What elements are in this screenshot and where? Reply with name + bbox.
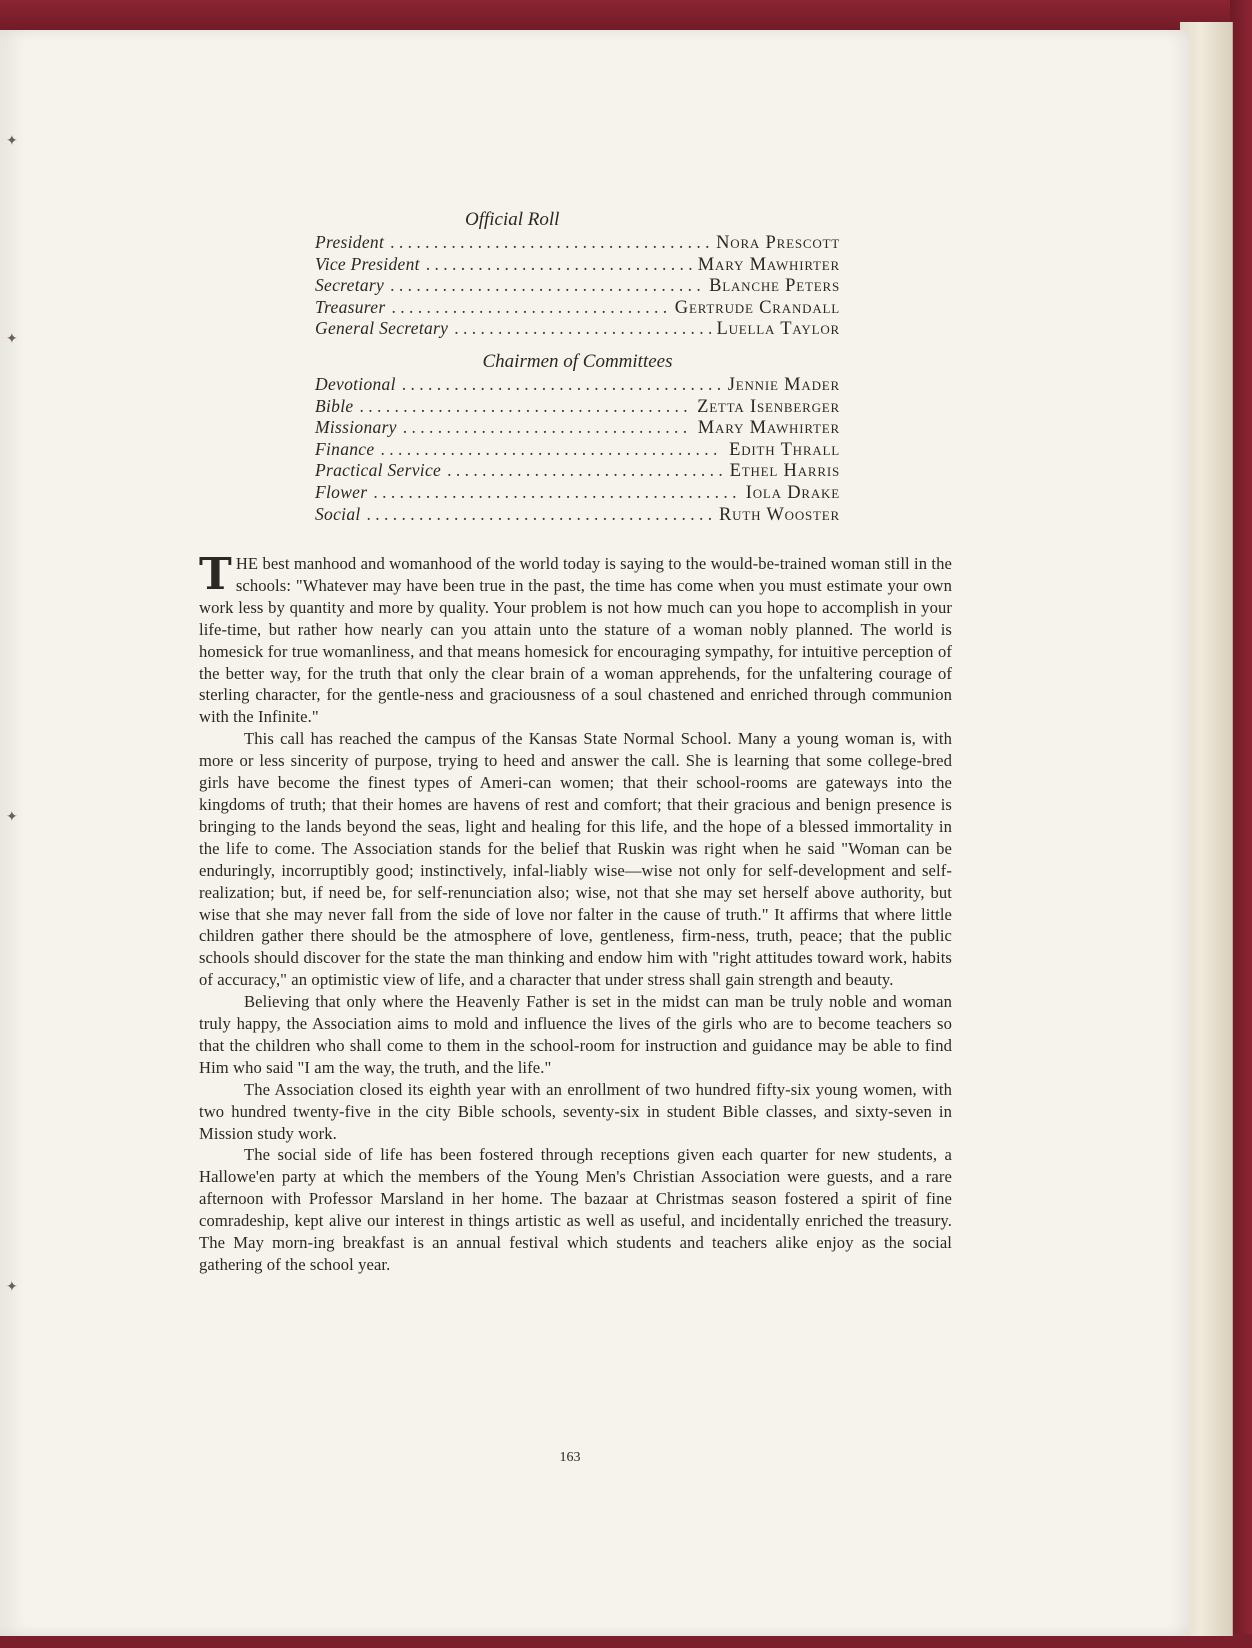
committee-role: Flower [315, 481, 368, 502]
officer-role: General Secretary [315, 318, 449, 339]
binding-tack-icon: ✦ [6, 809, 18, 825]
leader-dots [391, 297, 668, 319]
leader-dots [402, 374, 722, 396]
committee-row [315, 396, 840, 418]
paragraph: This call has reached the campus of the Kansas State Normal School. Many a young woman is, with more or less sincerity of purpose, trying to heed and answer the call. She is learning that some college-bred girls have become the finest types of Ameri-can women; that their school-rooms are gateways into the kingdoms of truth; that their homes are havens of rest and comfort; that their gracious and benign presence is bringing to the lands beyond the seas, light and healing for this life, and the hope of a blessed immortality in the life to come. The Association stands for the belief that Ruskin was right when he said "Woman can be enduringly, incorruptibly good; instinctively, infal-liably wise—wise not only for self-development and self-realization; but, if need be, for self-renunciation also; wise, not that she may set herself above authority, but wise that she may never fall from the side of love nor falter in the cause of truth." It affirms that where little children gather there should be the atmosphere of love, gentleness, firm-ness, truth, peace; that the public schools should discover for the state the man thinking and endow him with "right attitudes toward work, habits of accuracy," an optimistic view of life, and a character that under stress shall gain strength and beauty. [199, 729, 952, 990]
committee-chair: Ruth Wooster [719, 504, 840, 525]
committee-role: Devotional [315, 373, 396, 394]
roll-title: Official Roll [465, 209, 560, 230]
binding-tack-icon: ✦ [6, 331, 18, 347]
binding-tack-icon: ✦ [6, 1279, 18, 1295]
committee-role: Bible [315, 395, 354, 416]
officer-name: Gertrude Crandall [674, 297, 840, 318]
officer-row [315, 275, 840, 297]
officer-name: Luella Taylor [716, 319, 840, 340]
officer-row [315, 254, 840, 276]
drop-cap: T [199, 549, 232, 600]
leader-dots [390, 232, 710, 254]
book-cover-bottom [0, 1634, 1252, 1648]
book-page [0, 30, 1190, 1636]
officer-name: Mary Mawhirter [697, 254, 840, 275]
leader-dots [390, 275, 703, 297]
committee-role: Social [315, 503, 361, 524]
officer-row [315, 318, 840, 340]
committee-row [315, 482, 840, 504]
committee-row [315, 504, 840, 526]
officer-row [315, 297, 840, 319]
page-number: 163 [559, 1450, 581, 1465]
officer-role: Secretary [315, 275, 385, 296]
paragraph: The Association closed its eighth year with an enrollment of two hundred fifty-six young women, with two hundred twenty-five in the city Bible schools, seventy-six in student Bible classes, and sixty-seven in Mission study work. [199, 1079, 952, 1143]
book-cover-top [0, 0, 1252, 34]
committee-role: Finance [315, 438, 375, 459]
committee-chair: Zetta Isenberger [697, 396, 840, 417]
leader-dots [367, 504, 713, 526]
leader-dots [359, 396, 691, 418]
committee-chair: Mary Mawhirter [697, 418, 840, 439]
paragraph: The social side of life has been fostered through receptions given each quarter for new students, a Hallowe'en party at which the members of the Young Men's Christian Association were guests, and a rare afternoon with Professor Marsland in her home. The bazaar at Christmas season fostered a spirit of fine comradeship, kept alive our interest in things artistic as well as useful, and incidentally enriched the treasury. The May morn-ing breakfast is an annual festival which students and teachers alike enjoy as the social gathering of the school year. [199, 1145, 952, 1274]
leader-dots [426, 254, 692, 276]
committee-chair: Ethel Harris [729, 461, 840, 482]
article-body [199, 549, 952, 1276]
committees-title: Chairmen of Committees [482, 350, 673, 372]
officer-role: Treasurer [315, 296, 386, 317]
officer-role: Vice President [315, 253, 420, 274]
officer-row [315, 232, 840, 254]
committee-row [315, 374, 840, 396]
paragraph [199, 549, 952, 728]
binding-tack-icon: ✦ [6, 133, 18, 149]
book-cover-right [1230, 0, 1252, 1648]
leader-dots [447, 460, 724, 482]
committee-chair: Jennie Mader [727, 374, 840, 395]
leader-dots [454, 318, 710, 340]
committee-row [315, 460, 840, 482]
paragraph: Believing that only where the Heavenly Father is set in the midst can man be truly noble and woman truly happy, the Association aims to mold and influence the lives of the girls who are to become teachers so that the children who shall come to them in the school-room for instruction and guidance may be able to find Him who said "I am the way, the truth, and the life." [199, 992, 952, 1077]
committee-role: Practical Service [315, 460, 442, 481]
officer-name: Blanche Peters [709, 276, 840, 297]
paragraph-text: HE best manhood and womanhood of the world today is saying to the would-be-trained woman still in the schools: "Whatever may have been true in the past, the time has come when you must estimate your own work less by quantity and more by quality. Your problem is not how much can you hope to accomplish in your life-time, but rather how nearly can you attain unto the stature of a woman nobly planned. The world is homesick for true womanliness, and that means homesick for encouraging sympathy, for intuitive perception of the better way, for the truth that only the clear brain of a woman apprehends, for the unfaltering courage of sterling character, for the gentle-ness and graciousness of a soul chastened and enriched through communion with the Infinite." [199, 554, 952, 727]
committee-role: Missionary [315, 417, 397, 438]
committee-chair: Edith Thrall [729, 439, 840, 460]
committee-row [315, 439, 840, 461]
leader-dots [403, 417, 692, 439]
officer-role: President [315, 232, 385, 252]
leader-dots [380, 439, 723, 461]
officer-name: Nora Prescott [716, 233, 840, 253]
leader-dots [373, 482, 739, 504]
official-roll [315, 208, 840, 525]
committee-chair: Iola Drake [745, 482, 840, 503]
committee-row [315, 417, 840, 439]
